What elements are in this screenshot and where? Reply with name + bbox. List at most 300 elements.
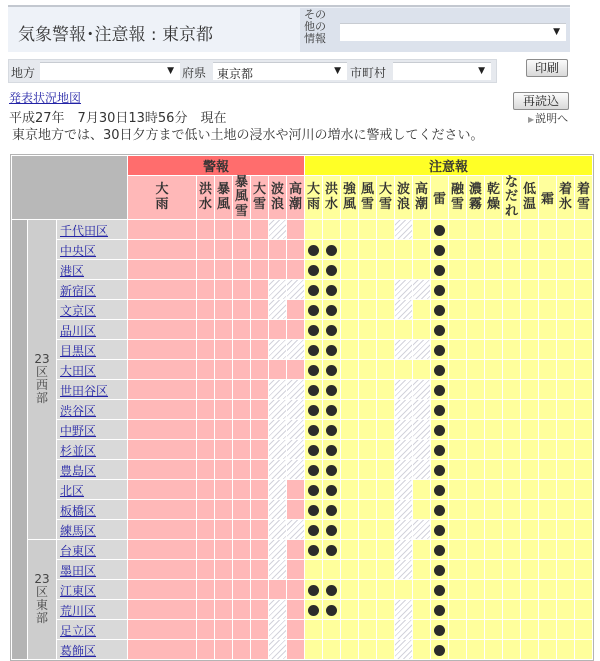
warning-cell-snowstorm — [233, 360, 250, 379]
column-header-label: 着雪 — [577, 182, 591, 212]
advisory-cell-dense-fog — [467, 640, 484, 659]
warning-cell-flood — [197, 340, 214, 359]
page-title: 気象警報･注意報 : 東京都 — [18, 25, 214, 45]
advisory-cell-avalanche — [503, 500, 520, 519]
advisory-cell-dense-fog — [467, 480, 484, 499]
municipality-link[interactable]: 中野区 — [60, 424, 97, 438]
advisory-cell-thunder — [431, 220, 448, 239]
warning-cell-flood — [197, 520, 214, 539]
advisory-cell-icing — [557, 600, 574, 619]
issued-dot-icon — [434, 325, 445, 336]
warning-cell-heavy-snow — [251, 380, 268, 399]
advisory-cell-wind-snow — [359, 220, 376, 239]
issued-dot-icon — [326, 345, 337, 356]
issued-dot-icon — [434, 265, 445, 276]
advisory-cell-wind-snow — [359, 300, 376, 319]
municipality-name-cell — [57, 300, 127, 319]
warning-cell-high-waves — [269, 460, 286, 479]
chevron-down-icon: ▼ — [167, 66, 174, 76]
warning-cell-heavy-snow — [251, 420, 268, 439]
advisory-cell-strong-wind — [341, 340, 358, 359]
advisory-cell-snow-accretion — [575, 580, 592, 599]
warning-cell-storm — [215, 260, 232, 279]
warning-column-header-snowstorm — [233, 176, 250, 219]
advisory-cell-dry-air — [485, 600, 502, 619]
municipality-link[interactable]: 港区 — [60, 264, 85, 278]
warning-cell-heavy-rain — [128, 640, 196, 659]
issued-dot-icon — [308, 505, 319, 516]
municipality-link[interactable]: 目黒区 — [60, 344, 97, 358]
issued-dot-icon — [326, 305, 337, 316]
warning-cell-storm — [215, 480, 232, 499]
warning-cell-heavy-rain — [128, 420, 196, 439]
advisory-cell-heavy-snow — [377, 260, 394, 279]
advisory-cell-snow-accretion — [575, 220, 592, 239]
warning-column-header-heavy-snow — [251, 176, 268, 219]
advisory-cell-strong-wind — [341, 400, 358, 419]
warning-cell-heavy-snow — [251, 300, 268, 319]
warning-cell-storm — [215, 620, 232, 639]
advisory-cell-dense-fog — [467, 240, 484, 259]
advisory-cell-low-temperature — [521, 280, 538, 299]
advisory-cell-dense-fog — [467, 500, 484, 519]
advisory-cell-snowmelt — [449, 360, 466, 379]
municipality-link[interactable]: 品川区 — [60, 324, 97, 338]
advisory-cell-low-temperature — [521, 260, 538, 279]
advisory-cell-frost — [539, 340, 556, 359]
announcement-message: 東京地方では、30日夕方まで低い土地の浸水や河川の増水に警戒してください。 — [12, 128, 484, 143]
municipality-link[interactable]: 杉並区 — [60, 444, 97, 458]
issued-dot-icon — [326, 325, 337, 336]
advisory-cell-flood — [323, 620, 340, 639]
issued-dot-icon — [434, 505, 445, 516]
advisory-cell-heavy-rain — [305, 240, 322, 259]
advisory-cell-thunder — [431, 540, 448, 559]
municipality-link[interactable]: 葛飾区 — [60, 644, 97, 658]
column-header-label: 高潮 — [289, 182, 303, 212]
warning-cell-storm — [215, 460, 232, 479]
table-row — [12, 320, 592, 339]
advisory-cell-icing — [557, 380, 574, 399]
advisory-cell-dry-air — [485, 420, 502, 439]
advisory-cell-low-temperature — [521, 440, 538, 459]
advisory-cell-storm-surge — [413, 320, 430, 339]
advisory-cell-flood — [323, 500, 340, 519]
advisory-cell-high-waves — [395, 600, 412, 619]
advisory-cell-flood — [323, 280, 340, 299]
advisory-column-header-low-temperature — [521, 176, 538, 219]
advisory-cell-strong-wind — [341, 560, 358, 579]
advisory-cell-low-temperature — [521, 220, 538, 239]
advisory-column-header-dense-fog — [467, 176, 484, 219]
advisory-cell-storm-surge — [413, 380, 430, 399]
municipality-link[interactable]: 江東区 — [60, 584, 97, 598]
issued-dot-icon — [434, 385, 445, 396]
status-map-link[interactable]: 発表状況地図 — [9, 91, 82, 105]
advisory-cell-dry-air — [485, 640, 502, 659]
advisory-cell-snowmelt — [449, 460, 466, 479]
issued-dot-icon — [308, 325, 319, 336]
advisory-cell-snow-accretion — [575, 460, 592, 479]
advisory-column-header-strong-wind — [341, 176, 358, 219]
advisory-cell-heavy-rain — [305, 260, 322, 279]
table-row — [12, 420, 592, 439]
warning-cell-high-waves — [269, 620, 286, 639]
warning-column-header-flood — [197, 176, 214, 219]
advisory-cell-low-temperature — [521, 580, 538, 599]
advisory-cell-snow-accretion — [575, 640, 592, 659]
issued-dot-icon — [326, 545, 337, 556]
issued-dot-icon — [308, 285, 319, 296]
advisory-cell-heavy-snow — [377, 320, 394, 339]
warning-cell-flood — [197, 360, 214, 379]
municipality-name-cell — [57, 420, 127, 439]
advisory-cell-heavy-rain — [305, 480, 322, 499]
advisory-cell-wind-snow — [359, 240, 376, 259]
advisory-cell-high-waves — [395, 380, 412, 399]
column-header-label: 大雨 — [155, 182, 169, 212]
warning-cell-high-waves — [269, 640, 286, 659]
other-info-select[interactable] — [340, 23, 566, 41]
advisory-cell-heavy-rain — [305, 420, 322, 439]
advisory-cell-snowmelt — [449, 340, 466, 359]
advisory-column-header-wind-snow — [359, 176, 376, 219]
advisory-cell-dry-air — [485, 540, 502, 559]
warning-column-header-heavy-rain — [128, 176, 196, 219]
advisory-cell-snowmelt — [449, 480, 466, 499]
warning-cell-storm-surge — [287, 440, 304, 459]
advisory-cell-icing — [557, 400, 574, 419]
warning-cell-heavy-rain — [128, 600, 196, 619]
advisory-cell-dry-air — [485, 580, 502, 599]
warning-section-header: 警報 — [128, 156, 304, 175]
advisory-cell-storm-surge — [413, 520, 430, 539]
warnings-table-container — [10, 154, 594, 661]
warning-cell-storm — [215, 500, 232, 519]
advisory-cell-flood — [323, 440, 340, 459]
advisory-cell-low-temperature — [521, 480, 538, 499]
warning-cell-flood — [197, 320, 214, 339]
warning-cell-storm-surge — [287, 600, 304, 619]
municipality-link[interactable]: 千代田区 — [60, 224, 109, 238]
region-select[interactable] — [40, 62, 180, 80]
municipality-link[interactable]: 大田区 — [60, 364, 97, 378]
advisory-cell-dense-fog — [467, 560, 484, 579]
municipality-name-cell — [57, 280, 127, 299]
advisory-cell-heavy-rain — [305, 600, 322, 619]
issued-dot-icon — [434, 405, 445, 416]
advisory-cell-low-temperature — [521, 520, 538, 539]
advisory-cell-dry-air — [485, 360, 502, 379]
municipality-name-cell — [57, 320, 127, 339]
column-header-label: 暴風雪 — [235, 175, 249, 219]
advisory-cell-heavy-rain — [305, 460, 322, 479]
advisory-cell-snow-accretion — [575, 600, 592, 619]
warning-cell-high-waves — [269, 240, 286, 259]
advisory-cell-flood — [323, 480, 340, 499]
municipality-name-cell — [57, 640, 127, 659]
advisory-cell-heavy-rain — [305, 360, 322, 379]
advisory-cell-snowmelt — [449, 260, 466, 279]
issued-dot-icon — [326, 525, 337, 536]
advisory-cell-heavy-snow — [377, 280, 394, 299]
table-row — [12, 520, 592, 539]
advisory-cell-heavy-rain — [305, 540, 322, 559]
advisory-cell-flood — [323, 360, 340, 379]
advisory-cell-flood — [323, 220, 340, 239]
municipality-link[interactable]: 墨田区 — [60, 564, 97, 578]
advisory-cell-avalanche — [503, 320, 520, 339]
issued-dot-icon — [434, 425, 445, 436]
issued-dot-icon — [326, 465, 337, 476]
issued-dot-icon — [326, 385, 337, 396]
advisory-cell-wind-snow — [359, 420, 376, 439]
advisory-cell-thunder — [431, 300, 448, 319]
advisory-cell-storm-surge — [413, 540, 430, 559]
warning-cell-flood — [197, 440, 214, 459]
advisory-cell-wind-snow — [359, 380, 376, 399]
location-filter-bar — [8, 59, 497, 83]
warning-cell-flood — [197, 580, 214, 599]
advisory-cell-high-waves — [395, 560, 412, 579]
issued-dot-icon — [308, 525, 319, 536]
municipality-name-cell — [57, 560, 127, 579]
warning-cell-snowstorm — [233, 320, 250, 339]
warning-cell-storm-surge — [287, 380, 304, 399]
advisory-cell-snowmelt — [449, 580, 466, 599]
advisory-cell-low-temperature — [521, 340, 538, 359]
advisory-cell-heavy-rain — [305, 500, 322, 519]
advisory-cell-dry-air — [485, 380, 502, 399]
advisory-cell-snowmelt — [449, 400, 466, 419]
warning-cell-storm-surge — [287, 420, 304, 439]
warning-cell-heavy-rain — [128, 560, 196, 579]
advisory-column-header-frost — [539, 176, 556, 219]
advisory-cell-dense-fog — [467, 320, 484, 339]
warning-cell-heavy-rain — [128, 480, 196, 499]
advisory-cell-strong-wind — [341, 300, 358, 319]
issued-dot-icon — [326, 445, 337, 456]
advisory-cell-high-waves — [395, 500, 412, 519]
municipality-link[interactable]: 中央区 — [60, 244, 97, 258]
warning-cell-heavy-snow — [251, 640, 268, 659]
column-header-label: 大雪 — [253, 182, 267, 212]
municipality-link[interactable]: 渋谷区 — [60, 404, 97, 418]
table-row — [12, 480, 592, 499]
advisory-cell-storm-surge — [413, 440, 430, 459]
advisory-cell-thunder — [431, 360, 448, 379]
municipality-name-cell — [57, 260, 127, 279]
issued-dot-icon — [308, 305, 319, 316]
municipality-link[interactable]: 文京区 — [60, 304, 97, 318]
advisory-cell-frost — [539, 560, 556, 579]
advisory-cell-storm-surge — [413, 300, 430, 319]
column-header-label: 暴風 — [217, 182, 231, 212]
issued-dot-icon — [326, 405, 337, 416]
municipality-name-cell — [57, 540, 127, 559]
advisory-cell-low-temperature — [521, 380, 538, 399]
advisory-cell-wind-snow — [359, 280, 376, 299]
advisory-cell-storm-surge — [413, 600, 430, 619]
advisory-cell-heavy-rain — [305, 520, 322, 539]
advisory-cell-thunder — [431, 260, 448, 279]
municipality-link[interactable]: 練馬区 — [60, 524, 97, 538]
advisory-cell-icing — [557, 320, 574, 339]
advisory-cell-strong-wind — [341, 360, 358, 379]
municipality-name-cell — [57, 500, 127, 519]
advisory-cell-avalanche — [503, 520, 520, 539]
municipality-link[interactable]: 新宿区 — [60, 284, 97, 298]
municipality-link[interactable]: 北区 — [60, 484, 85, 498]
advisory-cell-frost — [539, 580, 556, 599]
advisory-cell-snowmelt — [449, 420, 466, 439]
municipality-link[interactable]: 台東区 — [60, 544, 97, 558]
advisory-cell-heavy-snow — [377, 500, 394, 519]
issued-dot-icon — [308, 345, 319, 356]
advisory-cell-low-temperature — [521, 600, 538, 619]
municipality-link[interactable]: 豊島区 — [60, 464, 97, 478]
prefecture-select[interactable] — [213, 62, 347, 80]
advisory-cell-heavy-snow — [377, 460, 394, 479]
warning-cell-heavy-rain — [128, 340, 196, 359]
warning-cell-flood — [197, 380, 214, 399]
warning-cell-flood — [197, 220, 214, 239]
table-row — [12, 400, 592, 419]
advisory-cell-low-temperature — [521, 560, 538, 579]
column-header-label: なだれ — [505, 175, 519, 219]
advisory-cell-storm-surge — [413, 420, 430, 439]
reload-button[interactable]: 再読込 — [513, 92, 569, 110]
advisory-cell-icing — [557, 340, 574, 359]
advisory-cell-heavy-snow — [377, 360, 394, 379]
advisory-cell-flood — [323, 340, 340, 359]
advisory-cell-storm-surge — [413, 280, 430, 299]
advisory-cell-high-waves — [395, 440, 412, 459]
advisory-column-header-high-waves — [395, 176, 412, 219]
advisory-cell-strong-wind — [341, 420, 358, 439]
advisory-cell-heavy-snow — [377, 640, 394, 659]
advisory-column-header-storm-surge — [413, 176, 430, 219]
advisory-cell-heavy-rain — [305, 640, 322, 659]
warning-cell-flood — [197, 400, 214, 419]
prefecture-label: 府県 — [182, 66, 207, 80]
warning-cell-heavy-rain — [128, 460, 196, 479]
advisory-cell-strong-wind — [341, 280, 358, 299]
warning-cell-high-waves — [269, 380, 286, 399]
advisory-cell-thunder — [431, 320, 448, 339]
print-button[interactable]: 印刷 — [526, 59, 568, 77]
table-row — [12, 340, 592, 359]
advisory-cell-avalanche — [503, 480, 520, 499]
warning-cell-heavy-rain — [128, 440, 196, 459]
municipality-link[interactable]: 世田谷区 — [60, 384, 109, 398]
issued-dot-icon — [326, 285, 337, 296]
column-header-label: 雷 — [433, 191, 447, 207]
warning-cell-heavy-snow — [251, 460, 268, 479]
advisory-cell-thunder — [431, 560, 448, 579]
municipality-name-cell — [57, 400, 127, 419]
chevron-down-icon: ▼ — [334, 66, 341, 76]
advisory-cell-strong-wind — [341, 540, 358, 559]
advisory-cell-avalanche — [503, 300, 520, 319]
municipality-link[interactable]: 板橋区 — [60, 504, 97, 518]
city-select[interactable] — [393, 62, 491, 80]
table-section-header-row — [12, 156, 592, 175]
advisory-cell-strong-wind — [341, 600, 358, 619]
warning-cell-heavy-snow — [251, 320, 268, 339]
issued-dot-icon — [434, 485, 445, 496]
advisory-cell-dense-fog — [467, 340, 484, 359]
warning-cell-storm-surge — [287, 500, 304, 519]
advisory-cell-wind-snow — [359, 620, 376, 639]
advisory-cell-wind-snow — [359, 560, 376, 579]
table-row — [12, 600, 592, 619]
advisory-cell-snow-accretion — [575, 340, 592, 359]
issued-dot-icon — [308, 485, 319, 496]
advisory-cell-frost — [539, 280, 556, 299]
municipality-name-cell — [57, 580, 127, 599]
column-header-label: 着氷 — [559, 182, 573, 212]
warning-cell-heavy-snow — [251, 360, 268, 379]
table-row — [12, 440, 592, 459]
warning-cell-heavy-snow — [251, 260, 268, 279]
advisory-column-header-snowmelt — [449, 176, 466, 219]
warning-cell-high-waves — [269, 600, 286, 619]
advisory-cell-thunder — [431, 380, 448, 399]
warning-cell-storm — [215, 380, 232, 399]
municipality-name-cell — [57, 480, 127, 499]
advisory-cell-snow-accretion — [575, 300, 592, 319]
advisory-cell-storm-surge — [413, 240, 430, 259]
municipality-name-cell — [57, 380, 127, 399]
advisory-cell-storm-surge — [413, 360, 430, 379]
advisory-cell-frost — [539, 520, 556, 539]
advisory-cell-wind-snow — [359, 520, 376, 539]
advisory-cell-strong-wind — [341, 380, 358, 399]
advisory-cell-snowmelt — [449, 220, 466, 239]
advisory-cell-low-temperature — [521, 620, 538, 639]
advisory-cell-icing — [557, 240, 574, 259]
municipality-name-cell — [57, 240, 127, 259]
advisory-cell-frost — [539, 600, 556, 619]
explanation-link[interactable] — [528, 110, 568, 126]
issued-dot-icon — [434, 465, 445, 476]
warning-cell-high-waves — [269, 440, 286, 459]
advisory-cell-high-waves — [395, 360, 412, 379]
warning-cell-flood — [197, 600, 214, 619]
table-row — [12, 380, 592, 399]
warning-cell-snowstorm — [233, 500, 250, 519]
advisory-cell-high-waves — [395, 320, 412, 339]
advisory-cell-strong-wind — [341, 440, 358, 459]
warning-cell-storm-surge — [287, 320, 304, 339]
table-corner-cell — [12, 156, 127, 219]
advisory-cell-heavy-snow — [377, 420, 394, 439]
warning-cell-heavy-snow — [251, 520, 268, 539]
advisory-cell-high-waves — [395, 240, 412, 259]
table-row — [12, 240, 592, 259]
warning-cell-high-waves — [269, 520, 286, 539]
advisory-cell-storm-surge — [413, 640, 430, 659]
warning-cell-heavy-snow — [251, 440, 268, 459]
municipality-link[interactable]: 荒川区 — [60, 604, 97, 618]
explanation-link-label: 説明へ — [535, 112, 569, 125]
advisory-cell-low-temperature — [521, 300, 538, 319]
advisory-cell-flood — [323, 300, 340, 319]
advisory-cell-high-waves — [395, 480, 412, 499]
municipality-link[interactable]: 足立区 — [60, 624, 97, 638]
issued-dot-icon — [308, 425, 319, 436]
